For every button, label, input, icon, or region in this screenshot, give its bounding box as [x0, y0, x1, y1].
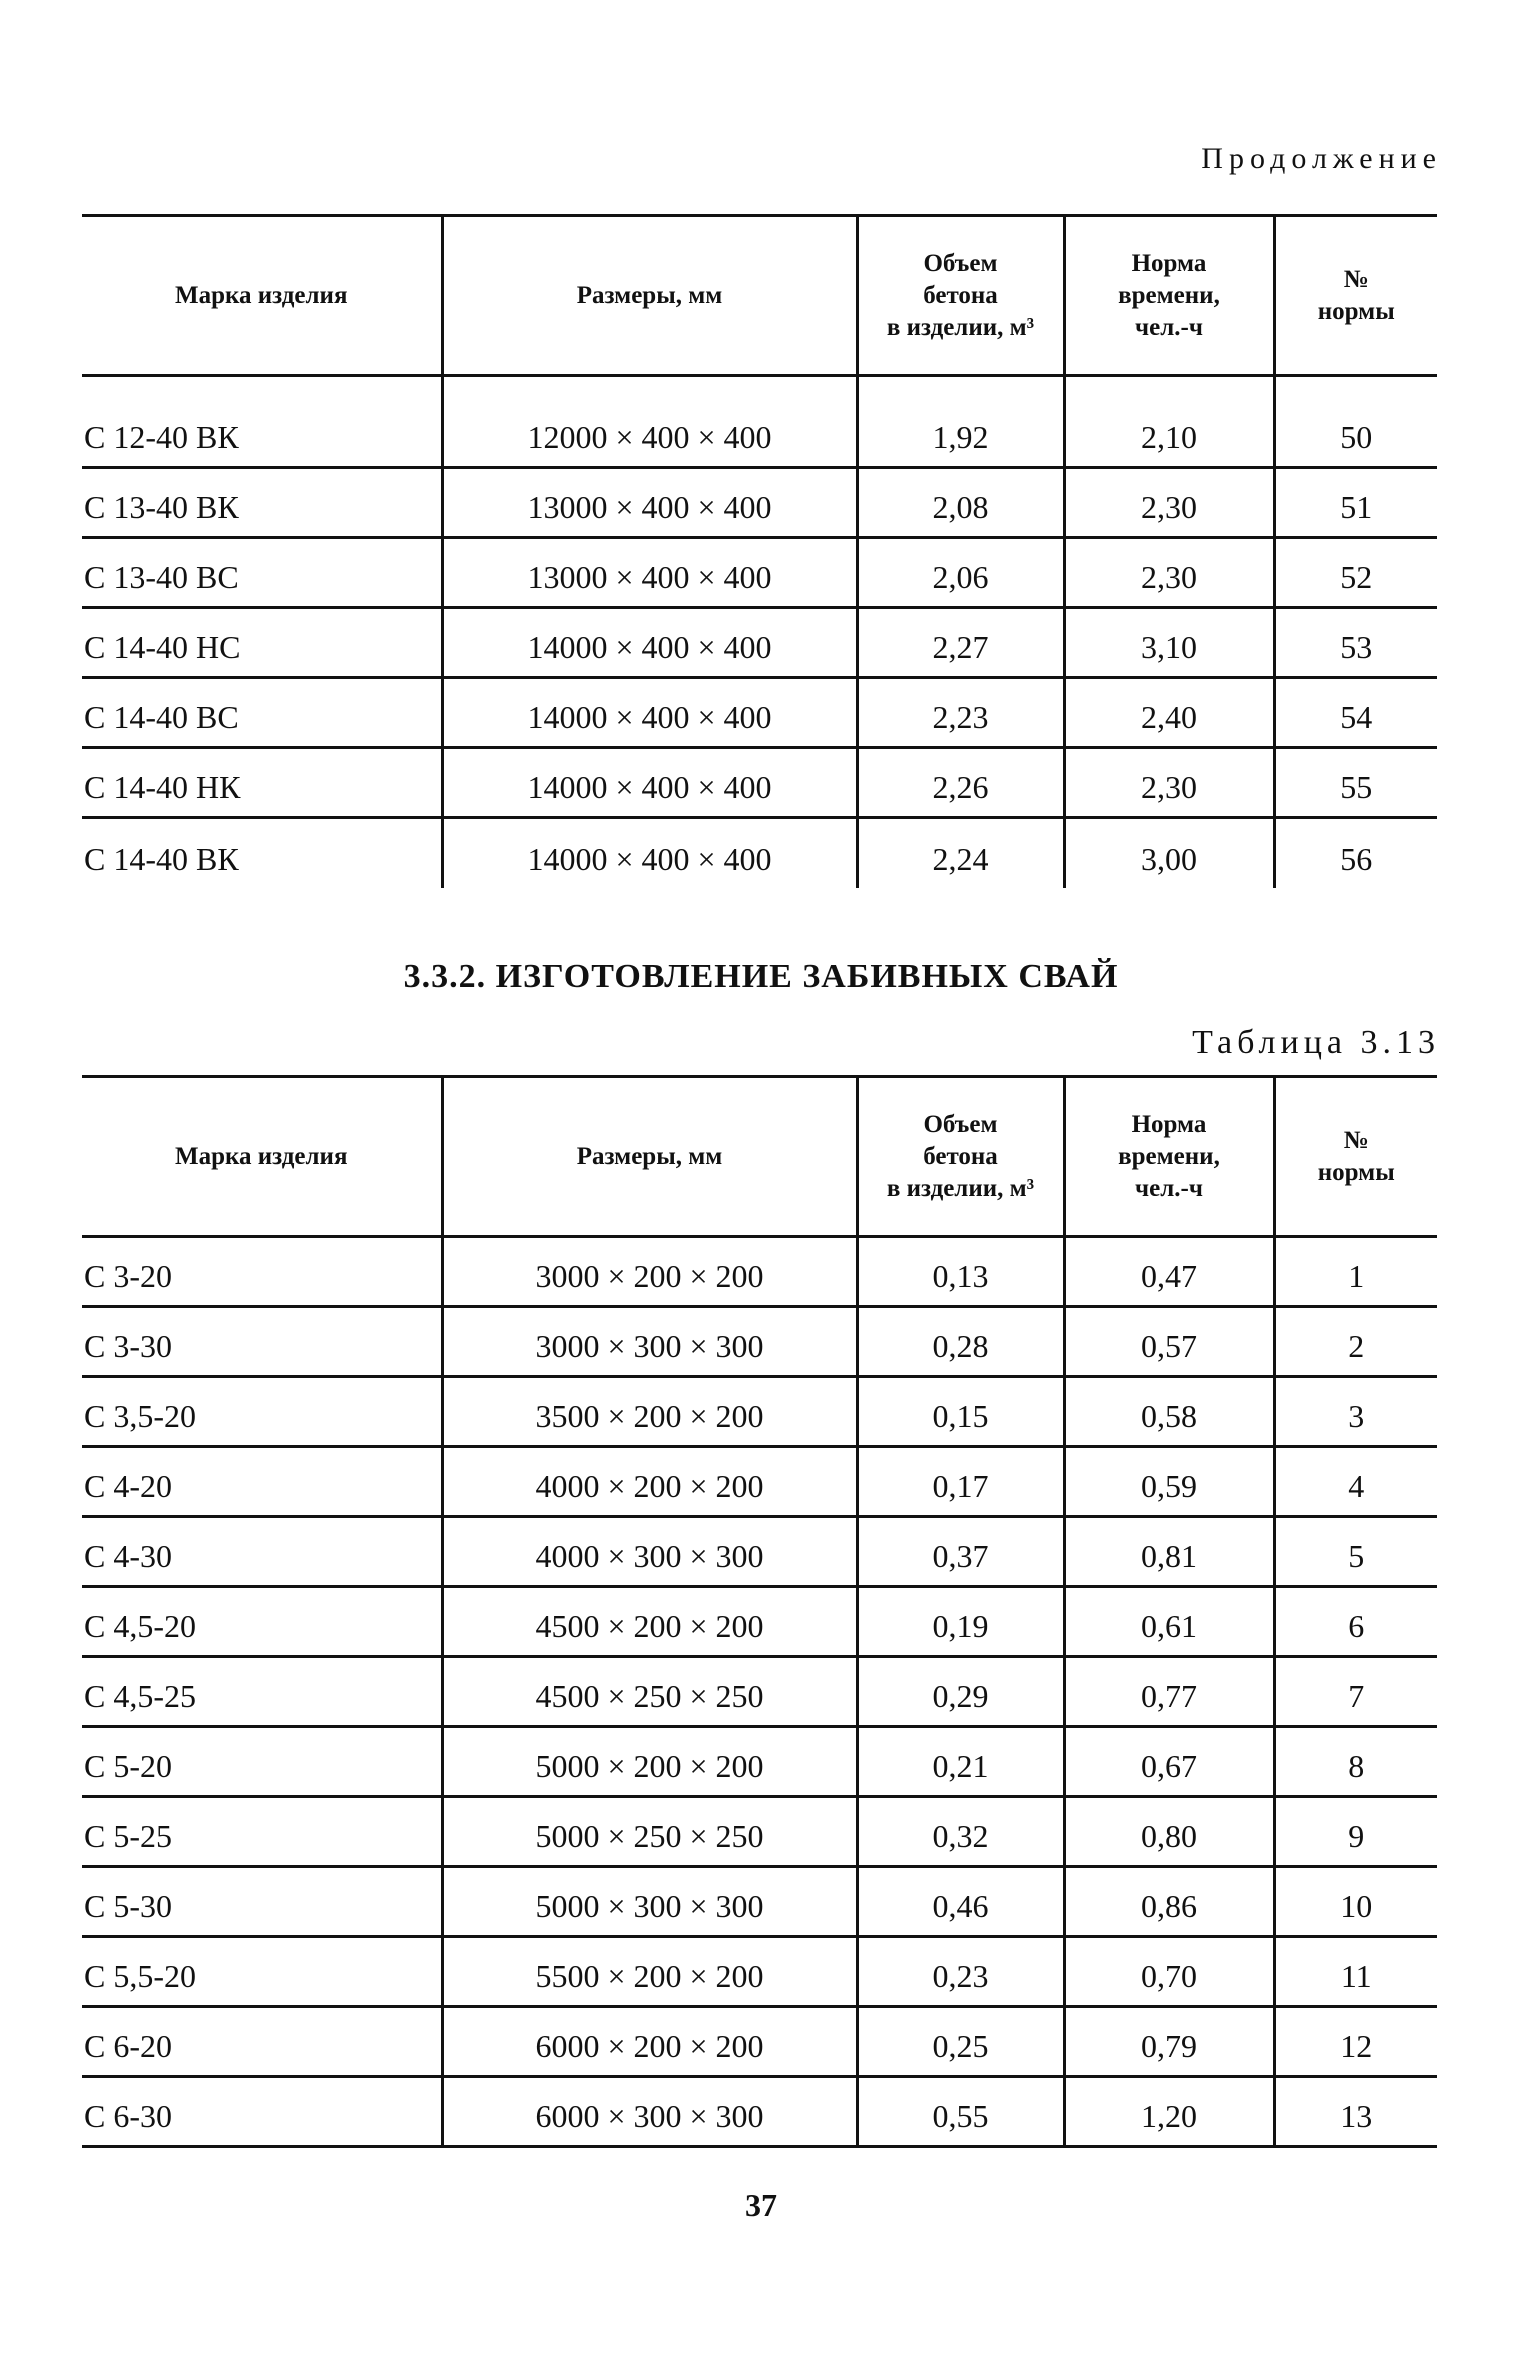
product-mark-cell: С 4,5-25: [82, 1657, 442, 1727]
norm-number-cell: 55: [1274, 748, 1437, 818]
table-row: [82, 2007, 1437, 2077]
dimensions-cell: 12000 × 400 × 400: [442, 376, 857, 468]
norm-number-cell: 1: [1274, 1237, 1437, 1307]
header-time-norm: Норма времени, чел.-ч: [1064, 1077, 1274, 1237]
dimensions-cell: 6000 × 300 × 300: [442, 2077, 857, 2147]
product-mark-cell: С 13-40 ВС: [82, 538, 442, 608]
table-header-row: [82, 216, 1437, 376]
time-norm-cell: 1,20: [1064, 2077, 1274, 2147]
time-norm-cell: 2,30: [1064, 538, 1274, 608]
header-dimensions: Размеры, мм: [442, 1077, 857, 1237]
time-norm-cell: 2,10: [1064, 376, 1274, 468]
norm-number-cell: 5: [1274, 1517, 1437, 1587]
concrete-volume-cell: 0,28: [857, 1307, 1064, 1377]
dimensions-cell: 14000 × 400 × 400: [442, 608, 857, 678]
time-norm-cell: 0,77: [1064, 1657, 1274, 1727]
norm-number-cell: 11: [1274, 1937, 1437, 2007]
norm-number-cell: 13: [1274, 2077, 1437, 2147]
header-product-mark: Марка изделия: [82, 1077, 442, 1237]
time-norm-cell: 2,40: [1064, 678, 1274, 748]
product-mark-cell: С 5-25: [82, 1797, 442, 1867]
concrete-volume-cell: 0,17: [857, 1447, 1064, 1517]
product-mark-cell: С 5-30: [82, 1867, 442, 1937]
dimensions-cell: 13000 × 400 × 400: [442, 538, 857, 608]
dimensions-cell: 4500 × 200 × 200: [442, 1587, 857, 1657]
time-norm-cell: 0,57: [1064, 1307, 1274, 1377]
dimensions-cell: 3000 × 200 × 200: [442, 1237, 857, 1307]
header-concrete-volume: Объем бетона в изделии, м³: [857, 216, 1064, 376]
product-mark-cell: С 14-40 НС: [82, 608, 442, 678]
time-norm-cell: 3,10: [1064, 608, 1274, 678]
table-row: [82, 1727, 1437, 1797]
header-norm-number: № нормы: [1274, 216, 1437, 376]
concrete-volume-cell: 0,19: [857, 1587, 1064, 1657]
concrete-volume-cell: 0,23: [857, 1937, 1064, 2007]
table-row: [82, 1867, 1437, 1937]
table-row: [82, 818, 1437, 888]
table-row: [82, 1937, 1437, 2007]
dimensions-cell: 14000 × 400 × 400: [442, 678, 857, 748]
product-mark-cell: С 14-40 ВК: [84, 840, 239, 877]
norm-number-cell: 7: [1274, 1657, 1437, 1727]
time-norm-cell: 0,61: [1064, 1587, 1274, 1657]
header-dimensions: Размеры, мм: [442, 216, 857, 376]
concrete-volume-cell: 0,37: [857, 1517, 1064, 1587]
table-row: [82, 1657, 1437, 1727]
norm-number-cell: 53: [1274, 608, 1437, 678]
table-caption: Таблица 3.13: [1192, 1024, 1440, 1061]
dimensions-cell: 4000 × 200 × 200: [442, 1447, 857, 1517]
product-mark-cell: С 5,5-20: [82, 1937, 442, 2007]
norm-number-cell: 8: [1274, 1727, 1437, 1797]
table-row: [82, 1237, 1437, 1307]
concrete-volume-cell: 2,27: [857, 608, 1064, 678]
time-norm-cell: 0,59: [1064, 1447, 1274, 1517]
time-norm-cell: 2,30: [1064, 468, 1274, 538]
concrete-volume-cell: 0,13: [857, 1237, 1064, 1307]
table-row: [82, 748, 1437, 818]
time-norm-cell: 0,58: [1064, 1377, 1274, 1447]
table-row: [82, 1797, 1437, 1867]
product-mark-cell: С 3-20: [82, 1237, 442, 1307]
section-heading: 3.3.2. ИЗГОТОВЛЕНИЕ ЗАБИВНЫХ СВАЙ: [403, 958, 1119, 995]
product-mark-cell: С 14-40 НК: [82, 748, 442, 818]
norm-number-cell: 52: [1274, 538, 1437, 608]
header-concrete-volume: Объем бетона в изделии, м³: [857, 1077, 1064, 1237]
table-row: [82, 1447, 1437, 1517]
norm-number-cell: 10: [1274, 1867, 1437, 1937]
table-header-row: [82, 1077, 1437, 1237]
dimensions-cell: 14000 × 400 × 400: [442, 748, 857, 818]
norm-number-cell: 54: [1274, 678, 1437, 748]
dimensions-cell: 3500 × 200 × 200: [442, 1377, 857, 1447]
time-norm-cell: 0,86: [1064, 1867, 1274, 1937]
time-norm-cell: 0,70: [1064, 1937, 1274, 2007]
concrete-volume-cell: 0,15: [857, 1377, 1064, 1447]
table-row: [82, 2077, 1437, 2147]
continuation-label: Продолжение: [1201, 142, 1442, 175]
table-row: [82, 468, 1437, 538]
dimensions-cell: 5000 × 250 × 250: [442, 1797, 857, 1867]
norm-number-cell: 50: [1274, 376, 1437, 468]
concrete-volume-cell: 0,55: [857, 2077, 1064, 2147]
time-norm-cell: 3,00: [1064, 818, 1274, 888]
dimensions-cell: 5000 × 200 × 200: [442, 1727, 857, 1797]
concrete-volume-cell: 0,21: [857, 1727, 1064, 1797]
concrete-volume-cell: 2,24: [857, 818, 1064, 888]
product-mark-cell: С 5-20: [82, 1727, 442, 1797]
norms-table-continued: [82, 214, 1437, 888]
product-mark-cell: С 6-30: [82, 2077, 442, 2147]
table-row: [82, 1587, 1437, 1657]
norm-number-cell: 4: [1274, 1447, 1437, 1517]
time-norm-cell: 0,80: [1064, 1797, 1274, 1867]
time-norm-cell: 0,67: [1064, 1727, 1274, 1797]
dimensions-cell: 3000 × 300 × 300: [442, 1307, 857, 1377]
table-row: [82, 608, 1437, 678]
page-number: 37: [745, 2187, 777, 2223]
product-mark-cell: С 4-30: [82, 1517, 442, 1587]
concrete-volume-cell: 0,46: [857, 1867, 1064, 1937]
product-mark-cell: С 3-30: [82, 1307, 442, 1377]
concrete-volume-cell: 2,23: [857, 678, 1064, 748]
dimensions-cell: 6000 × 200 × 200: [442, 2007, 857, 2077]
norm-number-cell: 51: [1274, 468, 1437, 538]
table-row: [82, 1307, 1437, 1377]
product-mark-cell: С 12-40 ВК: [82, 376, 442, 468]
dimensions-cell: 4000 × 300 × 300: [442, 1517, 857, 1587]
header-product-mark: Марка изделия: [82, 216, 442, 376]
time-norm-cell: 0,81: [1064, 1517, 1274, 1587]
concrete-volume-cell: 0,32: [857, 1797, 1064, 1867]
norm-number-cell: 56: [1274, 818, 1437, 888]
product-mark-cell: С 4,5-20: [82, 1587, 442, 1657]
table-row: [82, 538, 1437, 608]
product-mark-cell: С 4-20: [82, 1447, 442, 1517]
norm-number-cell: 3: [1274, 1377, 1437, 1447]
table-row: [82, 376, 1437, 468]
header-norm-number: № нормы: [1274, 1077, 1437, 1237]
product-mark-cell: С 13-40 ВК: [82, 468, 442, 538]
concrete-volume-cell: 2,06: [857, 538, 1064, 608]
concrete-volume-cell: 2,08: [857, 468, 1064, 538]
concrete-volume-cell: 1,92: [857, 376, 1064, 468]
concrete-volume-cell: 0,29: [857, 1657, 1064, 1727]
product-mark-cell: С 3,5-20: [82, 1377, 442, 1447]
time-norm-cell: 2,30: [1064, 748, 1274, 818]
norms-table-3-13: [82, 1075, 1437, 2148]
header-time-norm: Норма времени, чел.-ч: [1064, 216, 1274, 376]
norm-number-cell: 9: [1274, 1797, 1437, 1867]
dimensions-cell: 14000 × 400 × 400: [442, 818, 857, 888]
concrete-volume-cell: 0,25: [857, 2007, 1064, 2077]
dimensions-cell: 5500 × 200 × 200: [442, 1937, 857, 2007]
norm-number-cell: 12: [1274, 2007, 1437, 2077]
time-norm-cell: 0,79: [1064, 2007, 1274, 2077]
norm-number-cell: 6: [1274, 1587, 1437, 1657]
dimensions-cell: 13000 × 400 × 400: [442, 468, 857, 538]
table-row: [82, 678, 1437, 748]
time-norm-cell: 0,47: [1064, 1237, 1274, 1307]
norm-number-cell: 2: [1274, 1307, 1437, 1377]
concrete-volume-cell: 2,26: [857, 748, 1064, 818]
dimensions-cell: 5000 × 300 × 300: [442, 1867, 857, 1937]
dimensions-cell: 4500 × 250 × 250: [442, 1657, 857, 1727]
table-row: [82, 1377, 1437, 1447]
product-mark-cell: С 14-40 ВС: [82, 678, 442, 748]
table-row: [82, 1517, 1437, 1587]
product-mark-cell: С 6-20: [82, 2007, 442, 2077]
